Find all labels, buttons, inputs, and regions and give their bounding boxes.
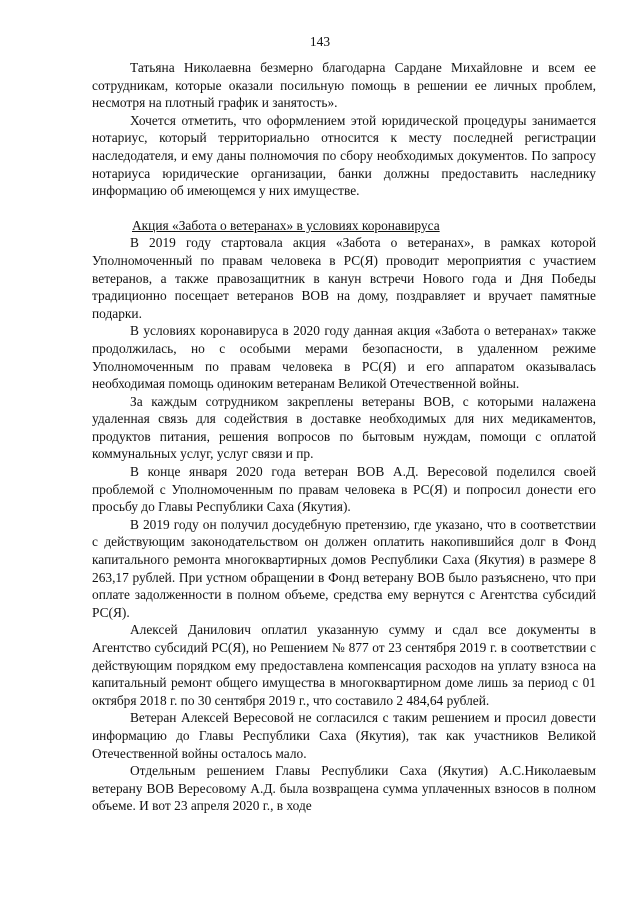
paragraph: Алексей Данилович оплатил указанную сумму и сдал все документы в Агентство субсидий РС(Я), но Решением № 877 от 23 сентября 2019 г. в соответствии с действующим порядком ему предоставлена компенсация расходов на уплату взноса на капитальный ремонт общего имущества в многоквартирном доме лишь за период с 01 октября 2018 г. по 30 сентября 2019 г., что составило 2 484,64 рублей. <box>92 622 596 708</box>
section-heading: Акция «Забота о ветеранах» в условиях коронавируса <box>132 217 440 233</box>
paragraph: Татьяна Николаевна безмерно благодарна Сардане Михайловне и всем ее сотрудникам, которые оказали посильную помощь в решении ее личных проблем, несмотря на плотный график и занятость». <box>92 60 596 111</box>
document-body <box>92 59 596 815</box>
paragraph: В 2019 году стартовала акция «Забота о ветеранах», в рамках которой Уполномоченный по правам человека в РС(Я) проводит мероприятия с участием ветеранов, а также правозащитник в канун встречи Нового года и Дня Победы традиционно посещает ветеранов ВОВ на дому, поздравляет и вручает памятные подарки. <box>92 235 596 321</box>
paragraph: В 2019 году он получил досудебную претензию, где указано, что в соответствии с действующим законодательством он должен оплатить накопившийся долг в Фонд капитального ремонта многоквартирных домов Республики Саха (Якутия) в размере 8 263,17 рублей. При устном обращении в Фонд ветерану ВОВ было разъяснено, что при оплате задолженности в полном объеме, средства ему вернутся с Агентства субсидий РС(Я). <box>92 516 596 620</box>
paragraph: В конце января 2020 года ветеран ВОВ А.Д. Вересовой поделился своей проблемой с Уполномоченным по правам человека в РС(Я) и попросил донести его просьбу до Главы Республики Саха (Якутия). <box>92 464 596 515</box>
paragraph: Отдельным решением Главы Республики Саха (Якутия) А.С.Николаевым ветерану ВОВ Вересовому А.Д. была возвращена сумма уплаченных взносов в полном объеме. И вот 23 апреля 2020 г., в ходе <box>92 763 596 814</box>
paragraph: В условиях коронавируса в 2020 году данная акция «Забота о ветеранах» также продолжилась, но с особыми мерами безопасности, в удаленном режиме Уполномоченным по правам человека в РС(Я) и его аппаратом оказывалась необходимая помощь одиноким ветеранам Великой Отечественной войны. <box>92 323 596 392</box>
page-number: 143 <box>309 34 331 49</box>
paragraph: За каждым сотрудником закреплены ветераны ВОВ, с которыми налажена удаленная связь для содействия в доставке необходимых для них медикаментов, продуктов питания, решения вопросов по бытовым нуждам, помощи с оплатой коммунальных услуг, услуг связи и пр. <box>92 393 596 462</box>
paragraph: Ветеран Алексей Вересовой не согласился с таким решением и просил довести информацию до Главы Республики Саха (Якутия), так как участников Великой Отечественной войны осталось мало. <box>92 710 596 761</box>
paragraph: Хочется отметить, что оформлением этой юридической процедуры занимается нотариус, который территориально относится к месту последней регистрации наследодателя, и ему даны полномочия по сбору необходимых документов. По запросу нотариуса юридические организации, банки должны предоставить наследнику информацию об имеющемся у них имуществе. <box>92 112 596 199</box>
